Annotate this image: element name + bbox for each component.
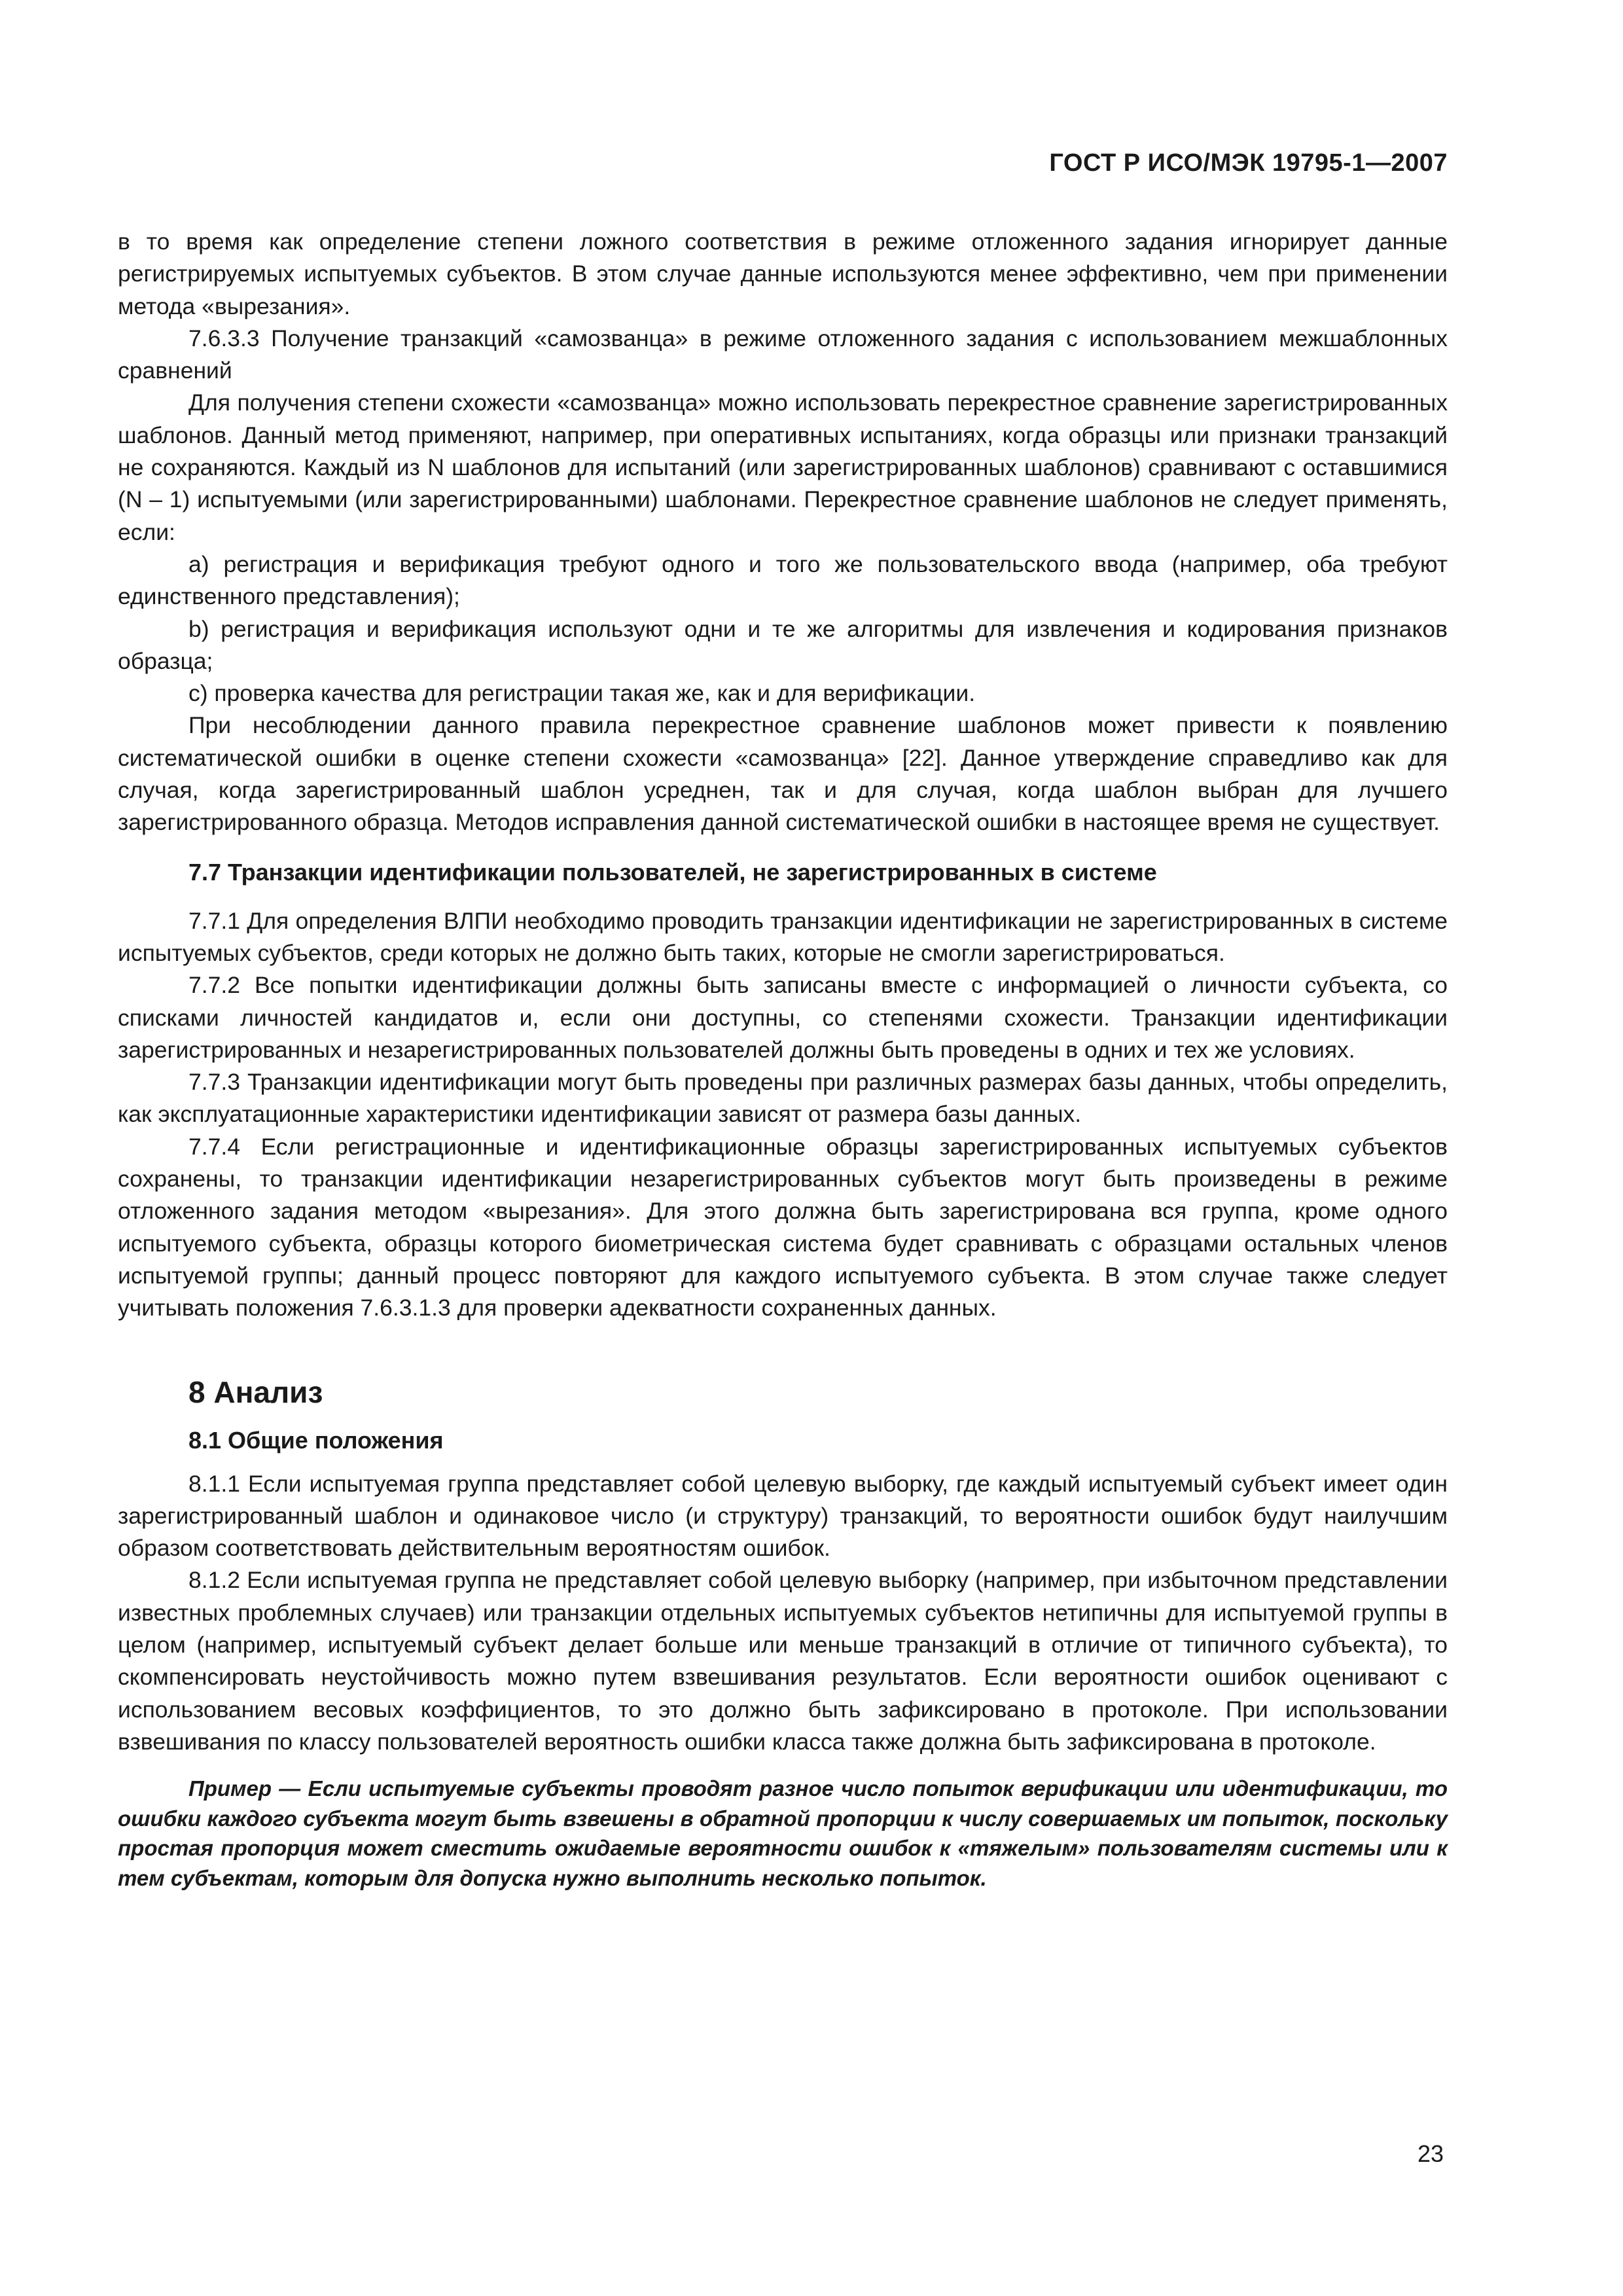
list-item-a: а) регистрация и верификация требуют одного и того же пользовательского ввода (например, оба требуют единственного представления); (118, 550, 1448, 610)
paragraph-rule-violation: При несоблюдении данного правила перекрестное сравнение шаблонов может привести к появлению систематической ошибки в оценке степени схожести «самозванца» [22]. Данное утверждение справедливо как для случая, когда зарегистрированный шаблон усреднен, так и для случая, когда шаблон выбран для лучшего зарегистрированного образца. Методов исправления данной систематической ошибки в настоящее время не существует. (118, 712, 1448, 836)
page-number: 23 (1417, 2140, 1444, 2167)
paragraph-7-7-1: 7.7.1 Для определения ВЛПИ необходимо проводить транзакции идентификации не зарегистрированных в системе испытуемых субъектов, среди которых не должно быть таких, которые не смогли зарегистрироваться. (118, 907, 1448, 966)
page-content (118, 226, 1448, 1893)
document-header: ГОСТ Р ИСО/МЭК 19795-1—2007 (1049, 149, 1448, 177)
paragraph-7-7-2: 7.7.2 Все попытки идентификации должны быть записаны вместе с информацией о личности субъекта, со списками личностей кандидатов и, если они доступны, со степенями схожести. Транзакции идентификации зарегистрированных и незарегистрированных пользователей должны быть проведены в одних и тех же условиях. (118, 972, 1448, 1063)
list-item-b: b) регистрация и верификация используют одни и те же алгоритмы для извлечения и кодирования признаков образца; (118, 615, 1448, 674)
paragraph-continuation: в то время как определение степени ложного соответствия в режиме отложенного задания игнорирует данные регистрируемых испытуемых субъектов. В этом случае данные используются менее эффективно, чем при применении метода «вырезания». (118, 228, 1448, 319)
paragraph-7-6-3-3: 7.6.3.3 Получение транзакций «самозванца» в режиме отложенного задания с использованием межшаблонных сравнений (118, 325, 1448, 384)
section-heading-8: 8 Анализ (188, 1374, 323, 1409)
paragraph-7-7-4: 7.7.4 Если регистрационные и идентификационные образцы зарегистрированных испытуемых субъектов сохранены, то транзакции идентификации незарегистрированных субъектов могут быть произведены в режиме отложенного задания методом «вырезания». Для этого должна быть зарегистрирована вся группа, кроме одного испытуемого субъекта, образцы которого биометрическая система будет сравнивать с образцами остальных членов испытуемой группы; данный процесс повторяют для каждого испытуемого субъекта. В этом случае также следует учитывать положения 7.6.3.1.3 для проверки адекватности сохраненных данных. (118, 1133, 1448, 1321)
paragraph-cross-comparison: Для получения степени схожести «самозванца» можно использовать перекрестное сравнение зарегистрированных шаблонов. Данный метод применяют, например, при оперативных испытаниях, когда образцы или признаки транзакций не сохраняются. Каждый из N шаблонов для испытаний (или зарегистрированных шаблонов) сравнивают с оставшимися (N – 1) испытуемыми (или зарегистрированными) шаблонами. Перекрестное сравнение шаблонов не следует применять, если: (118, 389, 1448, 545)
section-heading-8-1: 8.1 Общие положения (188, 1426, 444, 1454)
section-heading-7-7: 7.7 Транзакции идентификации пользователей, не зарегистрированных в системе (188, 858, 1157, 886)
paragraph-8-1-2: 8.1.2 Если испытуемая группа не представляет собой целевую выборку (например, при избыточном представлении известных проблемных случаев) или транзакции отдельных испытуемых субъектов нетипичны для испытуемой группы в целом (например, испытуемый субъект делает больше или меньше транзакций в отличие от типичного субъекта), то скомпенсировать неустойчивость можно путем взвешивания результатов. Если вероятности ошибок оценивают с использованием весовых коэффициентов, то это должно быть зафиксировано в протоколе. При использовании взвешивания по классу пользователей вероятность ошибки класса также должна быть зафиксирована в протоколе. (118, 1567, 1448, 1755)
paragraph-8-1-1: 8.1.1 Если испытуемая группа представляет собой целевую выборку, где каждый испытуемый субъект имеет один зарегистрированный шаблон и одинаковое число (и структуру) транзакций, то вероятности ошибок будут наилучшим образом соответствовать действительным вероятностям ошибок. (118, 1470, 1448, 1562)
list-item-c: с) проверка качества для регистрации такая же, как и для верификации. (188, 680, 976, 707)
example-note: Пример — Если испытуемые субъекты проводят разное число попыток верификации или идентификации, то ошибки каждого субъекта могут быть взвешены в обратной пропорции к числу совершаемых им попыток, поскольку простая пропорция может сместить ожидаемые вероятности ошибок к «тяжелым» пользователям системы или к тем субъектам, которым для допуска нужно выполнить несколько попыток. (118, 1776, 1448, 1890)
paragraph-7-7-3: 7.7.3 Транзакции идентификации могут быть проведены при различных размерах базы данных, чтобы определить, как эксплуатационные характеристики идентификации зависят от размера базы данных. (118, 1069, 1448, 1128)
